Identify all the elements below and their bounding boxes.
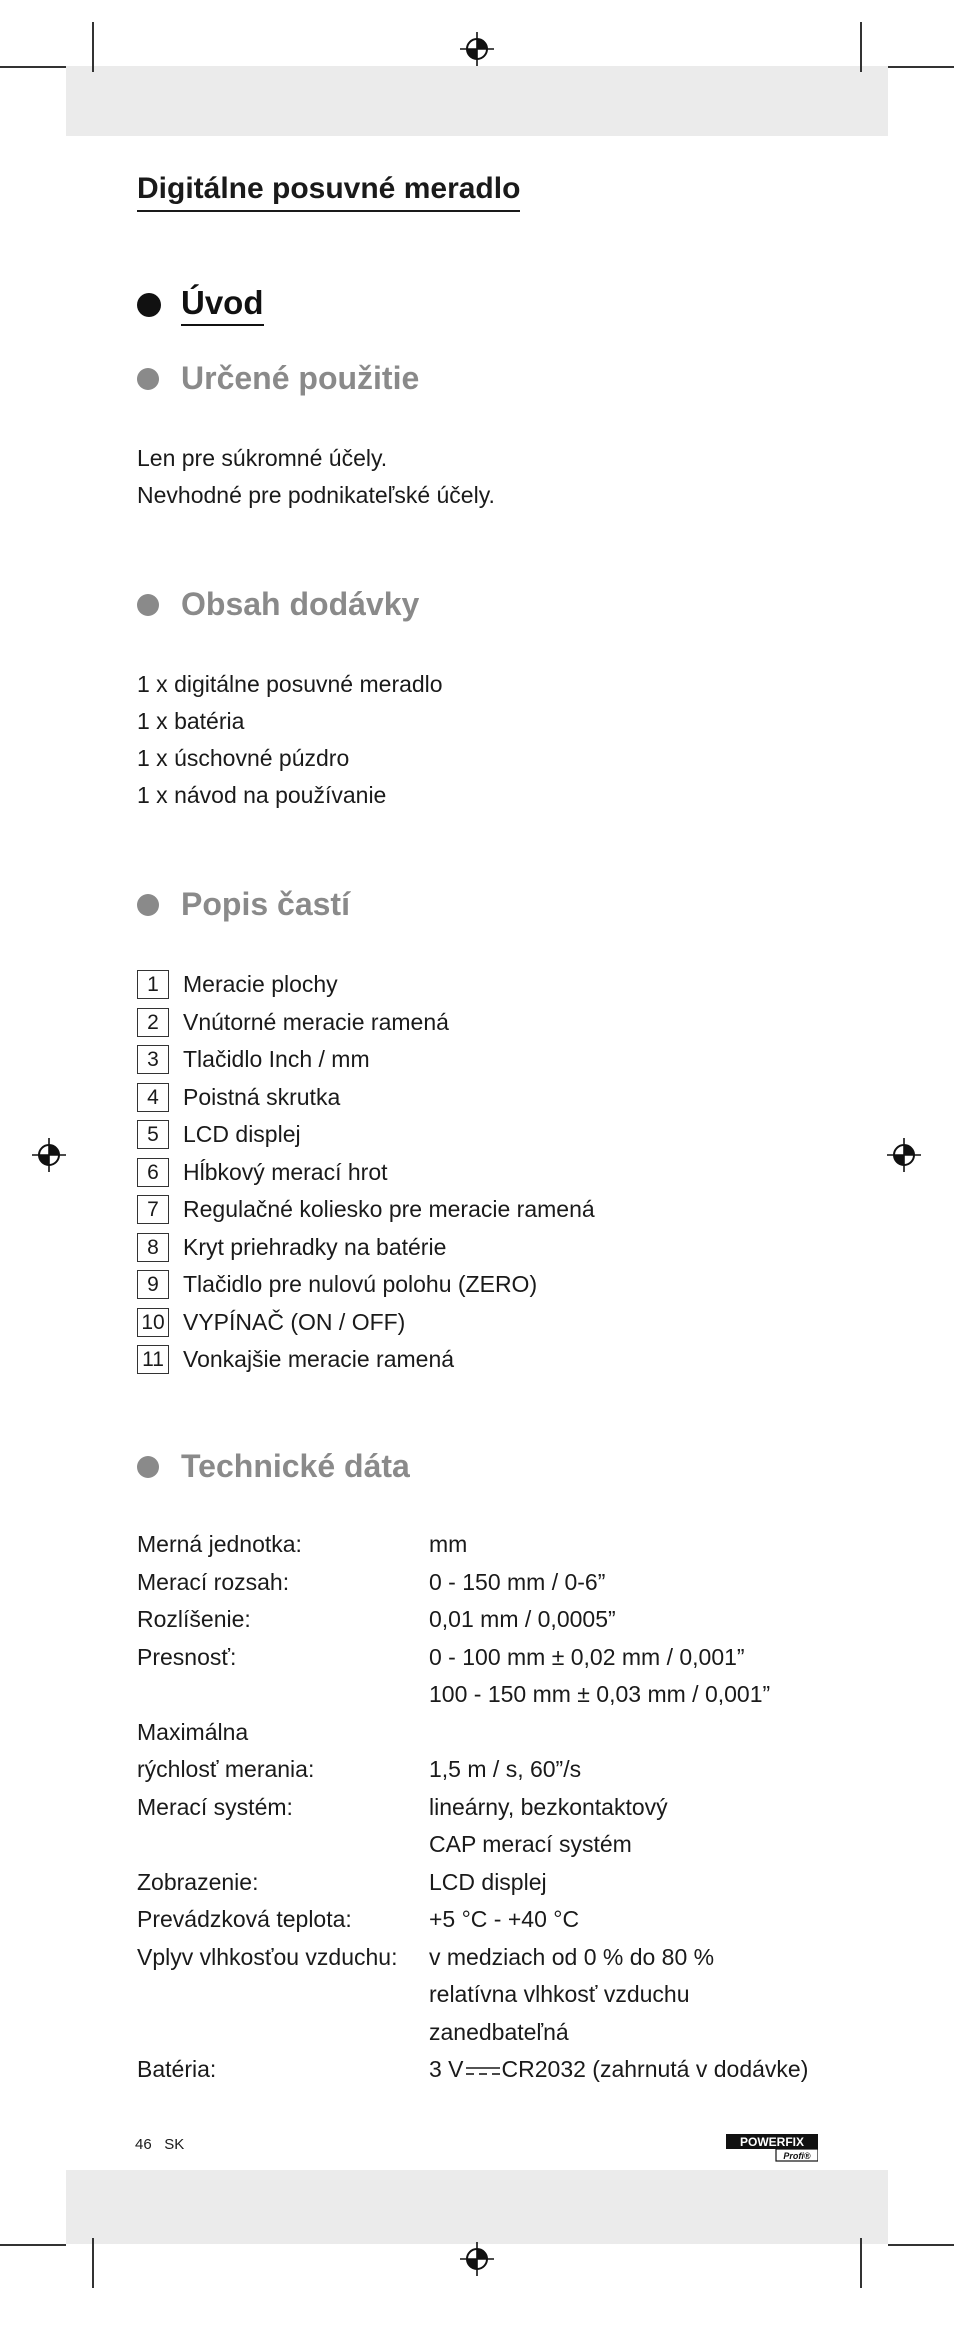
parts-label: Popis častí	[181, 886, 350, 922]
crop-mark	[92, 22, 94, 72]
spec-key: Zobrazenie:	[137, 1868, 259, 1895]
part-item	[137, 1079, 595, 1117]
tech-label: Technické dáta	[181, 1448, 410, 1484]
page-number: 46	[135, 2136, 152, 2153]
part-item	[137, 1229, 595, 1267]
part-number: 7	[137, 1195, 169, 1224]
spec-row	[137, 1526, 808, 1564]
page-footer	[135, 2136, 184, 2153]
list-item: 1 x batéria	[137, 708, 245, 734]
spec-value-line: zanedbateľná	[429, 2018, 569, 2045]
spec-value-line: 0 - 150 mm / 0-6”	[429, 1568, 606, 1595]
spec-value-line: +5 °C - +40 °C	[429, 1906, 580, 1932]
delivery-heading	[137, 586, 419, 623]
spec-key: rýchlosť merania:	[137, 1756, 315, 1782]
spec-row	[137, 1751, 808, 1789]
part-number: 1	[137, 970, 169, 999]
part-item	[137, 1191, 595, 1229]
spec-row	[137, 1789, 808, 1864]
bullet-icon	[137, 1456, 159, 1478]
spec-value-line: mm	[429, 1531, 468, 1557]
registration-mark-icon	[887, 1138, 921, 1172]
section-intro-label: Úvod	[181, 284, 264, 326]
spec-value	[429, 1639, 770, 1714]
spec-value-line: 1,5 m / s, 60”/s	[429, 1756, 582, 1782]
intended-use-label: Určené použitie	[181, 360, 420, 396]
spec-row	[137, 1864, 808, 1902]
spec-key: Vplyv vlhkosťou vzduchu:	[137, 1943, 398, 1970]
crop-mark	[0, 66, 66, 68]
part-label: Hĺbkový merací hrot	[183, 1158, 388, 1185]
part-number: 4	[137, 1083, 169, 1112]
part-item	[137, 1116, 595, 1154]
part-number: 3	[137, 1045, 169, 1074]
spec-key: Merná jednotka:	[137, 1531, 302, 1557]
text-line: Len pre súkromné účely.	[137, 445, 388, 471]
part-item	[137, 1004, 595, 1042]
delivery-list	[137, 666, 443, 814]
parts-heading	[137, 886, 350, 923]
spec-value-line: v medziach od 0 % do 80 %	[429, 1943, 715, 1970]
registration-mark-icon	[460, 2242, 494, 2276]
powerfix-logo	[726, 2134, 818, 2162]
part-number: 5	[137, 1120, 169, 1149]
part-label: Vnútorné meracie ramená	[183, 1008, 449, 1035]
part-label: Tlačidlo Inch / mm	[183, 1046, 370, 1073]
spec-value-line: 0,01 mm / 0,0005”	[429, 1606, 616, 1632]
crop-mark	[888, 66, 954, 68]
battery-voltage: 3 V	[429, 2056, 464, 2082]
header-band	[66, 66, 888, 136]
spec-row	[137, 1939, 808, 2052]
section-intro-heading	[137, 284, 264, 326]
part-item	[137, 1041, 595, 1079]
battery-type: CR2032 (zahrnutá v dodávke)	[501, 2056, 809, 2082]
part-item	[137, 1304, 595, 1342]
spec-key: Presnosť:	[137, 1643, 237, 1670]
spec-value-line: LCD displej	[429, 1868, 547, 1895]
crop-mark	[0, 2244, 66, 2246]
spec-value-line: relatívna vlhkosť vzduchu	[429, 1981, 690, 2007]
part-item	[137, 1341, 595, 1379]
crop-mark	[860, 2238, 862, 2288]
part-label: Meracie plochy	[183, 971, 338, 998]
part-label: VYPÍNAČ (ON / OFF)	[183, 1308, 406, 1335]
part-number: 10	[137, 1308, 169, 1337]
bullet-icon	[137, 894, 159, 916]
logo-main-text: POWERFIX	[739, 2135, 805, 2149]
tech-heading	[137, 1448, 410, 1485]
spec-value	[429, 1901, 579, 1939]
language-code: SK	[164, 2136, 185, 2153]
spec-row	[137, 1564, 808, 1602]
spec-key: Merací systém:	[137, 1793, 293, 1820]
spec-value	[429, 1864, 547, 1902]
registration-mark-icon	[32, 1138, 66, 1172]
spec-key: Merací rozsah:	[137, 1568, 290, 1595]
bullet-icon	[137, 594, 159, 616]
part-number: 2	[137, 1008, 169, 1037]
bullet-icon	[137, 293, 161, 317]
part-label: Tlačidlo pre nulovú polohu (ZERO)	[183, 1271, 538, 1298]
part-number: 6	[137, 1158, 169, 1187]
spec-row-battery	[137, 2051, 808, 2089]
part-label: Vonkajšie meracie ramená	[183, 1346, 455, 1373]
parts-list	[137, 966, 595, 1379]
spec-value	[429, 1526, 467, 1564]
spec-value-line	[429, 2051, 808, 2089]
spec-value-line: lineárny, bezkontaktový	[429, 1793, 668, 1820]
part-item	[137, 1266, 595, 1304]
part-label: Regulačné koliesko pre meracie ramená	[183, 1196, 595, 1223]
part-number: 11	[137, 1345, 169, 1374]
delivery-label: Obsah dodávky	[181, 586, 420, 622]
spec-value	[429, 1939, 714, 2052]
spec-value	[429, 1751, 581, 1789]
text-line: Nevhodné pre podnikateľské účely.	[137, 482, 495, 508]
spec-key: Rozlíšenie:	[137, 1606, 251, 1632]
spec-value	[429, 2051, 808, 2089]
spec-value	[429, 1564, 605, 1602]
part-label: Poistná skrutka	[183, 1083, 341, 1110]
spec-key: Batéria:	[137, 2056, 217, 2082]
spec-key: Prevádzková teplota:	[137, 1906, 352, 1932]
footer-band	[66, 2170, 888, 2244]
list-item: 1 x digitálne posuvné meradlo	[137, 671, 443, 697]
intended-use-text	[137, 440, 495, 514]
document-title: Digitálne posuvné meradlo	[137, 172, 520, 212]
spec-key: Maximálna	[137, 1718, 249, 1745]
crop-mark	[888, 2244, 954, 2246]
crop-mark	[92, 2238, 94, 2288]
spec-row	[137, 1639, 808, 1714]
registration-mark-icon	[460, 32, 494, 66]
spec-value-line: 100 - 150 mm ± 0,03 mm / 0,001”	[429, 1681, 771, 1707]
part-number: 8	[137, 1233, 169, 1262]
spec-value-line: 0 - 100 mm ± 0,02 mm / 0,001”	[429, 1643, 745, 1670]
list-item: 1 x úschovné púzdro	[137, 745, 350, 771]
part-label: Kryt priehradky na batérie	[183, 1233, 447, 1260]
intended-use-heading	[137, 360, 419, 397]
list-item: 1 x návod na používanie	[137, 782, 387, 808]
direct-current-icon	[466, 2066, 500, 2076]
spec-row	[137, 1714, 808, 1752]
spec-value	[429, 1601, 616, 1639]
spec-value	[429, 1789, 668, 1864]
logo-sub-text: Profi®	[783, 2151, 811, 2161]
crop-mark	[860, 22, 862, 72]
part-item	[137, 966, 595, 1004]
bullet-icon	[137, 368, 159, 390]
spec-table	[137, 1526, 808, 2089]
part-label: LCD displej	[183, 1121, 301, 1148]
part-number: 9	[137, 1270, 169, 1299]
spec-row	[137, 1601, 808, 1639]
spec-value-line: CAP merací systém	[429, 1831, 632, 1857]
spec-row	[137, 1901, 808, 1939]
part-item	[137, 1154, 595, 1192]
